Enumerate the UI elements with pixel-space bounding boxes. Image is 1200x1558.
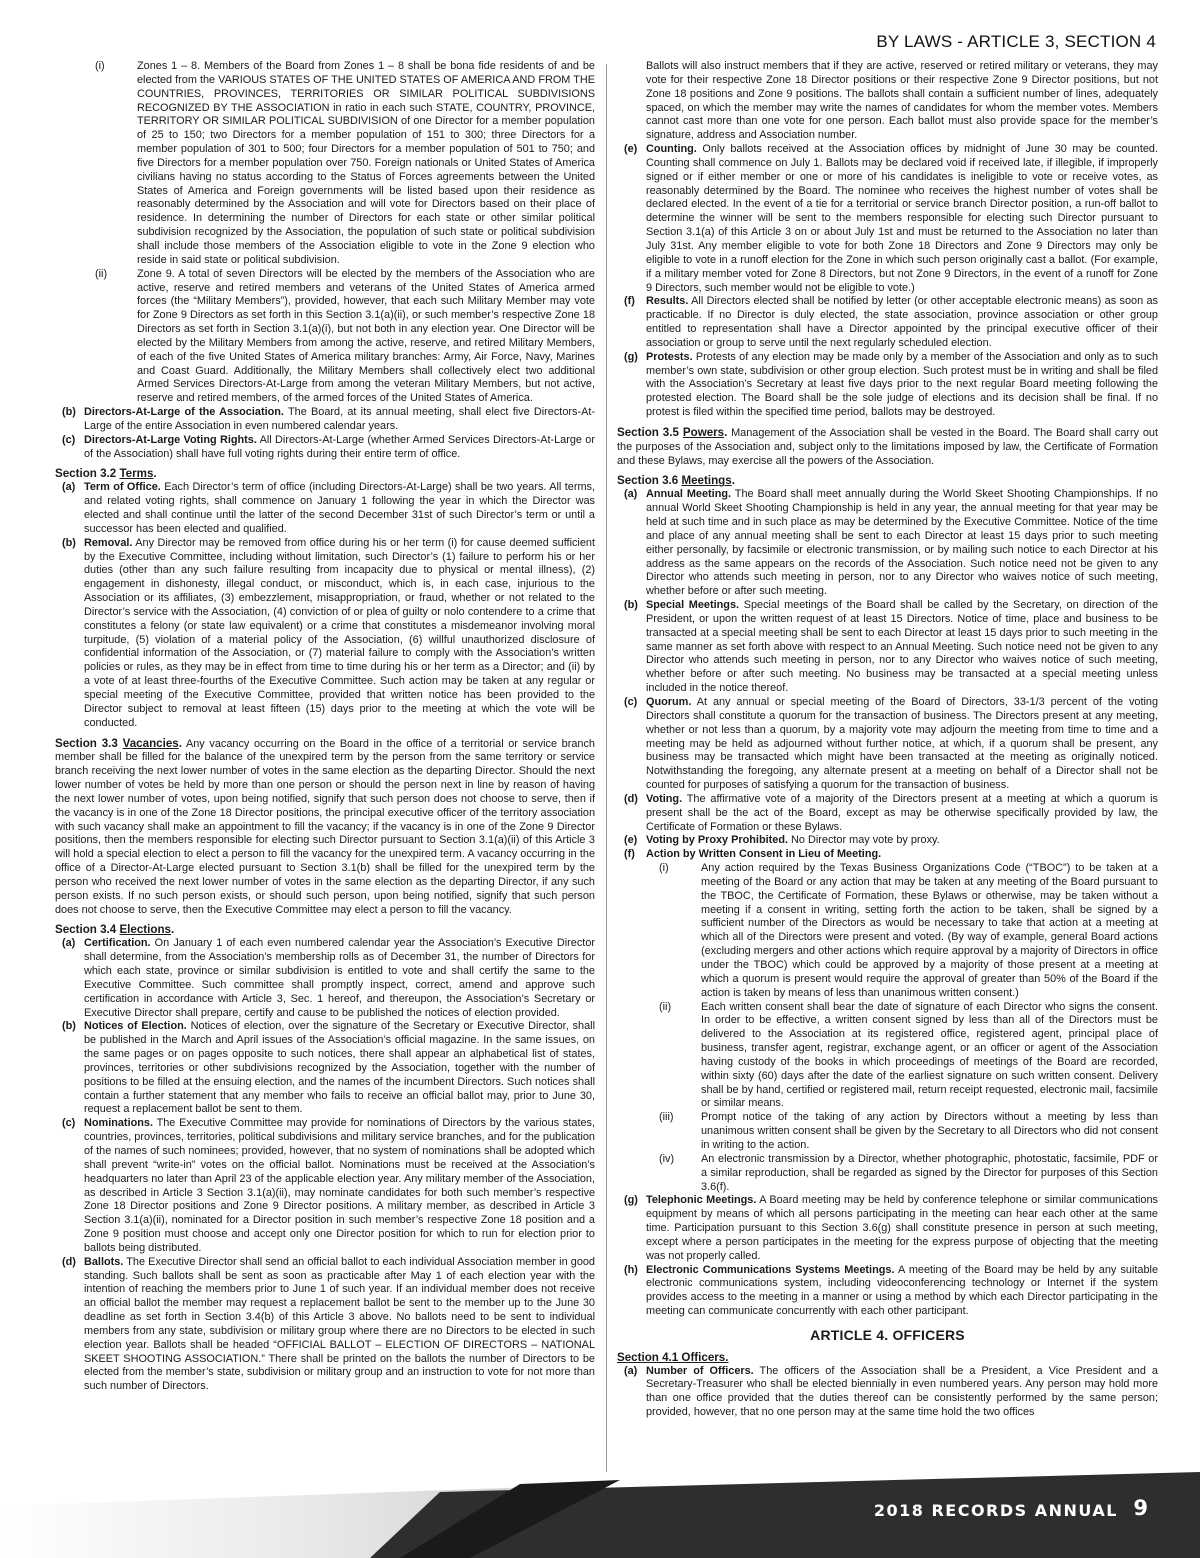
clause-label: (d) [624,792,638,805]
page-number: 9 [1133,1496,1148,1520]
clause-title: Action by Written Consent in Lieu of Meeting. [646,848,882,861]
clause-title: Special Meetings. [646,599,740,612]
clause-text: Zones 1 – 8. Members of the Board from Zones 1 – 8 shall be bona fide residents of and be elected from the VARIOUS STATES OF THE UNITED STATES OF AMERICA AND FROM THE COUNTRIES, PROVINCES, TERRITORIES OR SIMILAR POLITICAL SUBDIVISIONS RECOGNIZED BY THE ASSOCIATION in ratio in each such STATE, COUNTRY, PROVINCE, TERRITORY OR SIMILAR POLITICAL SUBDIVISION of one Director for a member population of 25 to 150; two Directors for a member population of 151 to 300; three Directors for a member population of 301 to 500; four Directors for a member population of 501 to 750; and five Directors for a member population over 750. Foreign nationals or United States of America civilians having no status according to the Status of Forces agreements between the United States of America and Foreign governments will be listed based upon their residence as reasonably determined by the Association and will vote for Directors based on their place of residence. In determining the number of Directors for each state or other similar political subdivision recognized by the Association, the population of such state or political subdivision shall include those members of the Association eligible to vote in the Zone 9 election who reside in said state or political subdivision. [137,60,595,266]
left-column [55,60,595,1480]
clause-3-6-f [617,848,1158,862]
section-number: Section 3.4 [55,923,117,937]
section-title: Vacancies [122,736,179,750]
clause-text: Prompt notice of the taking of any action by Directors without a meeting by less than unanimous written consent shall be given by the Secretary to all Directors who did not consent in writing to the action. [701,1111,1158,1151]
clause-3-1-b [55,406,595,434]
section-3-2 [55,467,595,481]
clause-title: Ballots. [84,1255,124,1268]
clause-3-4-b [55,1020,595,1117]
clause-title: Notices of Election. [84,1020,187,1033]
clause-text: Notices of election, over the signature of the Secretary or Executive Director, shall be published in the March and April issues of the Association’s official magazine. In the same issues, on the same pages or on pages opposite to such notices, there shall appear an alphabetical list of states, provinces, territories or other subdivisions recognized by the Association, together with the number of positions to be filled at the ensuing election, and the names of the incumbent Directors. Such notices shall contain a further statement that any member who fails to receive an official ballot may, prior to June 30, request a replacement ballot be sent to them. [84,1020,595,1116]
clause-label: (a) [624,488,638,501]
clause-label: (f) [624,295,635,308]
clause-3-2-b [55,537,595,731]
clause-3-6-f-iv [617,1153,1158,1195]
clause-title: Electronic Communications Systems Meetings. [646,1263,895,1276]
clause-3-6-g [617,1194,1158,1263]
clause-text: The officers of the Association shall be a President, a Vice President and a Secretary-Treasurer who shall be elected biennially in even numbered years. Any person may hold more than one office provided that the duties thereof can be consistently performed by the same person; provided, however, that no one person may at the same time hold the two offices [646,1364,1158,1419]
clause-3-2-a [55,481,595,536]
column-divider [606,64,607,1472]
clause-3-6-f-i [617,862,1158,1000]
clause-title: Term of Office. [84,481,161,494]
clause-text: All Directors-At-Large (whether Armed Services Directors-At-Large or of the Association) shall have full voting rights during their entire term of office. [84,433,595,460]
clause-label: (b) [624,599,638,612]
section-number: Section 3.6 [617,474,679,488]
clause-title: Voting. [646,792,683,805]
clause-text: Any Director may be removed from office during his or her term (i) for cause deemed sufficient by the Executive Committee, including without limitation, such Director’s (1) failure to perform his or her duties (other than any such failure resulting from incapacity due to physical or mental illness), (2) engagement in dishonesty, illegal conduct, or misconduct, which is, in each case, injurious to the Association or its affiliates, (3) embezzlement, misappropriation, or fraud, whether or not related to the Director’s service with the Association, (4) conviction of or plea of guilty or nolo contendere to a crime that constitutes a felony (or state law equivalent) or a crime that constitutes a misdemeanor involving moral turpitude, (5) violation of a material policy of the Association, (6) willful unauthorized disclosure of confidential information of the Association, or (7) material failure to comply with the Association’s written policies or rules, as they may be in effect from time to time during his or her term as a Director; and (ii) by a vote of at least three-fourths of the Executive Committee. Such action may be taken at any regular or special meeting of the Executive Committee, provided that written notice has been provided to the Director subject to removal at least fifteen (15) days prior to the meeting at which the vote will be conducted. [84,536,595,729]
clause-3-1-a-i [55,60,595,268]
clause-title: Certification. [84,937,151,950]
clause-text: At any annual or special meeting of the Board of Directors, 33-1/3 percent of the voting Directors shall constitute a quorum for the transaction of business. The Directors present at any meeting, whether or not less than a quorum, by a majority vote may adjourn the meeting from time to time and a meeting may be held as adjourned without further notice, at which, if a quorum shall be present, any business may be transacted which might have been transacted at the meeting as originally noticed. Notwithstanding the foregoing, any alternate present at a meeting on behalf of a Director shall not be counted for purposes of satisfying a quorum for the transaction of business. [646,695,1158,792]
clause-4-1-a [617,1365,1158,1420]
section-number: Section 3.5 [617,425,679,439]
clause-label: (e) [624,834,638,847]
clause-label: (g) [624,350,638,363]
clause-3-4-a [55,937,595,1020]
clause-text: A meeting of the Board may be held by any suitable electronic communications system, including videoconferencing technology or Internet if the system provides access to the meeting in a manner or using a method by which each Director participating in the meeting can communicate concurrently with each other participant. [646,1263,1158,1318]
clause-text: The Board, at its annual meeting, shall elect five Directors-At-Large of the entire Association in even numbered calendar years. [84,406,595,432]
clause-label: (ii) [659,1000,672,1013]
section-text: Management of the Association shall be vested in the Board. The Board shall carry out the purposes of the Association and, subject only to the limitations imposed by law, the Certificate of Formation and these Bylaws, may exercise all the powers of the Association. [617,426,1158,467]
clause-label: (c) [62,433,76,446]
clause-text: An electronic transmission by a Director, whether photographic, photostatic, facsimile, PDF or a similar reproduction, shall be regarded as signed by the Director for purposes of this Section 3.6(f). [701,1152,1158,1193]
clause-label: (h) [624,1263,638,1276]
section-heading: Section 3.6 Meetings. [617,474,735,488]
clause-title: Results. [646,295,689,308]
clause-label: (b) [62,406,76,419]
clause-3-4-f [617,295,1158,350]
section-heading: Section 3.3 Vacancies. [55,736,182,750]
clause-3-6-f-iii [617,1111,1158,1153]
clause-label: (iv) [659,1152,675,1165]
clause-3-4-g [617,351,1158,420]
clause-label: (a) [624,1364,638,1377]
clause-label: (b) [62,1020,76,1033]
clause-text: Any action required by the Texas Business Organizations Code (“TBOC”) to be taken at a meeting of the Board or any action that may be taken at any meeting of the Board pursuant to the TBOC, the Certificate of Formation, these Bylaws or otherwise, may be taken without a meeting if a consent in writing, setting forth the action to be taken, shall be signed by a sufficient number of the Directors as would be necessary to take that action at a meeting at which all of the Directors were present and voted. (By way of example, general Board actions (excluding mergers and other actions which require approval by a majority of Directors in office under the TBOC) which could be approved by a majority of those present at a meeting at which a quorum is present would require the approval of greater than 50% of the Board if the action is taken by means of less than unanimous written consent.) [701,862,1158,999]
clause-label: (e) [624,143,638,156]
clause-text: Each written consent shall bear the date of signature of each Director who signs the consent. In order to be effective, a written consent signed by less than all of the Directors must be delivered to the Association at its registered office, registered agent, principal place of business, transfer agent, registrar, exchange agent, or an officer or agent of the Association having custody of the books in which proceedings of meetings of the Board are recorded, within sixty (60) days after the date of the earliest signature on such written consent. Delivery shall be by hand, certified or registered mail, return receipt requested, electronic mail, facsimile or similar means. [701,1000,1158,1110]
running-head: BY LAWS - ARTICLE 3, SECTION 4 [876,32,1156,51]
clause-3-4-e [617,143,1158,295]
section-3-5 [617,426,1158,469]
clause-label: (i) [659,862,669,875]
clause-title: Annual Meeting. [646,488,732,501]
article-4-title: ARTICLE 4. OFFICERS [810,1326,965,1343]
clause-3-4-d-continued: Ballots will also instruct members that if they are active, reserved or retired military or veterans, they may vote for their respective Zone 18 Director positions or their respective Zone 9 Director positions, but not Zone 18 positions and Zone 9 positions. The ballots shall contain a sufficient number of lines, adequately spaced, on which the member may write the names of candidates for whom the member votes. Members cannot cast more than one vote for one person. Each ballot must also provide space for the member’s signature, address and Association number. [646,60,1158,142]
clause-title: Directors-At-Large of the Association. [84,406,284,419]
section-heading: Section 3.4 Elections. [55,923,175,937]
clause-label: (iii) [659,1111,674,1124]
clause-3-6-b [617,599,1158,696]
clause-text: The Board shall meet annually during the World Skeet Shooting Championships. If no annual World Skeet Shooting Championship is held in any year, the annual meeting for that year may be held at such time and in such place as may be determined by the Executive Committee. Notice of the time and place of any annual meeting shall be sent to each Director at least 15 days prior to such meeting either personally, by facsimile or electronic transmission, or by mailing such notice to each Director at his address as the same appears on the records of the Association. Such notice need not be given to any Director who attends such meeting in person, nor to any Director who waives notice of such meeting, whether before or after such meeting. [646,488,1158,598]
clause-3-6-d [617,793,1158,835]
section-heading: Section 3.5 Powers. [617,425,728,439]
section-number: Section 3.2 [55,467,117,481]
clause-text: Only ballots received at the Association offices by midnight of June 30 may be counted. Counting shall commence on July 1. Ballots may be declared void if received late, if illegible, if improperly signed or if either member or one or more of his candidates is ineligible to vote or receive votes, as reasonably determined by the Board. The nominee who receives the highest number of votes shall be declared elected. In the event of a tie for a territorial or service branch Director position, a run-off ballot to determine the winner will be sent to the members responsible for electing such Director pursuant to Section 3.1(a) of this Article 3 on or about July 1st and must be returned to the Association no later than July 31st. Any member eligible to vote for both Zone 18 Directors and Zone 9 Directors may only be eligible to vote in a runoff election for the Zone in which such person originally cast a ballot. (For example, if a military member voted for Zone 8 Directors, but not Zone 9 Directors, in the event of a runoff for Zone 9 Directors, such member would not be eligible to vote.) [646,143,1158,294]
clause-3-6-e [617,834,1158,848]
clause-label: (d) [62,1255,76,1268]
clause-label: (b) [62,536,76,549]
clause-label: (f) [624,848,635,861]
clause-label: (i) [95,60,105,72]
clause-label: (c) [62,1117,76,1130]
section-3-4 [55,923,595,937]
right-column [617,60,1158,1480]
section-heading: Section 3.2 Terms. [55,467,157,481]
section-title: Meetings [681,474,732,488]
section-3-3 [55,737,595,918]
clause-text: The Executive Director shall send an official ballot to each individual Association member in good standing. Such ballots shall be sent as soon as practicable after May 1 of each election year with the intention of reaching the members prior to June 1 of such year. If an individual member does not receive an official ballot the member may request a replacement ballot be sent to the member up to the June 30 deadline as set forth in Section 3.4(b) of this Article 3 above. No ballots need to be sent to individual members from any state, subdivision or military group where there are no Directors to be elected in such election year. Ballots shall be headed “OFFICIAL BALLOT – ELECTION OF DIRECTORS – NATIONAL SKEET SHOOTING ASSOCIATION.” There shall be printed on the ballots the number of Directors to be elected from the member’s state, subdivision or military group and an instruction to vote for not more than such number of Directors. [84,1255,595,1393]
clause-text: Each Director’s term of office (including Directors-At-Large) shall be two years. All terms, and related voting rights, shall commence on January 1 following the year in which the Director was elected and shall continue until the latter of the second December 31st of such Director’s term or until a successor has been elected and qualified. [84,481,595,535]
clause-label: (g) [624,1194,638,1207]
clause-3-1-c [55,434,595,462]
section-number: Section 3.3 [55,736,118,750]
clause-label: (c) [624,695,638,708]
section-4-1-heading: Section 4.1 Officers. [617,1350,729,1364]
clause-title: Nominations. [84,1117,153,1130]
section-title: Terms [119,467,154,481]
clause-title: Number of Officers. [646,1364,754,1377]
clause-text: Special meetings of the Board shall be called by the Secretary, on direction of the President, or upon the written request of at least 15 Directors. Notice of time, place and business to be transacted at a special meeting shall be sent to each Director at least 15 days prior to such meeting in the same manner as set forth above with respect to an Annual Meeting. Such notice need not be given to any Director who attends such meeting in person, nor to any Director who waives notice of such meeting, whether before or after such meeting. No business may be transacted at a special meeting unless included in the notice thereof. [646,599,1158,695]
clause-3-6-a [617,488,1158,599]
clause-text: The affirmative vote of a majority of the Directors present at a meeting at which a quorum is present shall be the act of the Board, except as may be otherwise specifically provided by law, the Certificate of Formation or these Bylaws. [646,792,1158,833]
clause-title: Protests. [646,350,693,363]
clause-text: No Director may vote by proxy. [788,834,940,847]
section-text: Any vacancy occurring on the Board in the office of a territorial or service branch member shall be filled for the balance of the unexpired term by the person from the same territory or service branch receiving the next lower number of votes in the same election as the departing Director. Should the next lower number of votes be held by more than one person or should the person next in line by reason of having the next lower number of votes, upon being notified, signify that such person does not choose to serve, then if the vacancy is in one of the Zone 18 Director positions, the principal executive officer of the territory association with such vacancy shall make an appointment to fill the vacancy; if the vacancy is in one of the Zone 9 Director positions, then the members responsible for electing such Director pursuant to Section 3.1(a)(ii) of this Article 3 will hold a special election to elect a person to fill the vacancy for the unexpired term. A vacancy occurring in the office of a Director-At-Large elected pursuant to Section 3.1(b) shall be filled for the unexpired term by the person who received the next lower number of votes in the same election as the departing Director, if any such person exists. If no such person exists, or should such person, upon being notified, signify that such person does not choose to serve, then the Executive Committee may elect a person to fill the vacancy. [55,737,595,916]
clause-3-4-d [55,1256,595,1394]
clause-text: All Directors elected shall be notified by letter (or other acceptable electronic means) as soon as practicable. If no Director is duly elected, the state association, province association or other group entitled to representation shall have a Director appointed by the principal executive officer of their association or group to serve until the next regularly scheduled election. [646,295,1158,349]
clause-title: Removal. [84,536,133,549]
section-3-6 [617,474,1158,488]
clause-title: Directors-At-Large Voting Rights. [84,433,257,446]
clause-title: Telephonic Meetings. [646,1194,757,1207]
footer-publication-label: 2018 RECORDS ANNUAL [873,1501,1118,1520]
clause-title: Quorum. [646,695,692,708]
clause-text: A Board meeting may be held by conference telephone or similar communications equipment by means of which all persons participating in the meeting can hear each other at the same time. Participation pursuant to this Section 3.6(g) shall constitute presence in person at such meeting, except where a person participates in the meeting for the express purpose of objecting that the meeting was not properly called. [646,1194,1158,1262]
clause-text: The Executive Committee may provide for nominations of Directors by the various states, countries, provinces, territories, political subdivisions and military service branches, and for the publication of the names of such nominees; provided, however, that no system of nominations shall be adopted which shall prevent “write-in” votes on the official ballot. Nominations must be received at the Association’s headquarters no later than April 23 of the applicable election year. Any military member of the Association, as described in Article 3 Section 3.1(a)(ii), may nominate candidates for both such member’s respective Zone 18 Director positions and Zone 9 Director positions. A military member, as described in Article 3 Section 3.1(a)(ii), nominated for a Director position in such member’s respective Zone 18 position and a Zone 9 position must choose and accept only one Director position for which to run for election prior to ballots being distributed. [84,1117,595,1254]
clause-label: (a) [62,481,76,494]
section-title: Elections [119,923,171,937]
clause-3-6-c [617,696,1158,793]
clause-text: Zone 9. A total of seven Directors will be elected by the members of the Association who are active, reserve and retired members and veterans of the United States of America armed forces (the “Military Members”), provided, however, that each such Military Member may vote for Zone 9 Directors as set forth in this Section 3.1(a)(ii), or such member’s respective Zone 18 Directors as set forth in Section 3.1(a)(i), but not both in any election year. One Director will be elected by the Military Members from among the active, reserve, and retired Military Members, of each of the five United States of America military branches: Army, Air Force, Navy, Marines and Coast Guard. Additionally, the Military Members shall collectively elect two additional Armed Services Directors-At-Large from among the veteran Military Members, but not active, reserve and retired members, of the armed forces of the United States of America. [137,267,595,405]
clause-text: On January 1 of each even numbered calendar year the Association’s Executive Director shall determine, from the Association’s membership rolls as of December 31, the number of Directors for which each state, province or similar subdivision is entitled to vote and shall certify the same to the Executive Committee. Such committee shall promptly inspect, correct, amend and approve such certification in accordance with Article 3, Sec. 1 hereof, and thereupon, the Association’s Secretary or Executive Director shall prepare, certify and cause to be published the notices of election provided. [84,937,595,1019]
clause-title: Voting by Proxy Prohibited. [646,834,788,847]
clause-label: (a) [62,937,76,950]
clause-title: Counting. [646,143,697,156]
clause-3-1-a-ii [55,268,595,406]
clause-3-6-f-ii [617,1001,1158,1112]
section-title: Powers [682,425,725,439]
clause-3-4-c [55,1117,595,1255]
clause-3-6-h [617,1264,1158,1319]
clause-text: Protests of any election may be made only by a member of the Association and only as to such member’s own state, subdivision or other group election. Such protest must be in writing and shall be filed with the Association’s Secretary at least five days prior to the next regular Board meeting following the protested election. The Board shall be the sole judge of elections and its decision shall be final. If no protest is filed within the specified time period, ballots may be destroyed. [646,350,1158,419]
clause-label: (ii) [95,267,108,280]
